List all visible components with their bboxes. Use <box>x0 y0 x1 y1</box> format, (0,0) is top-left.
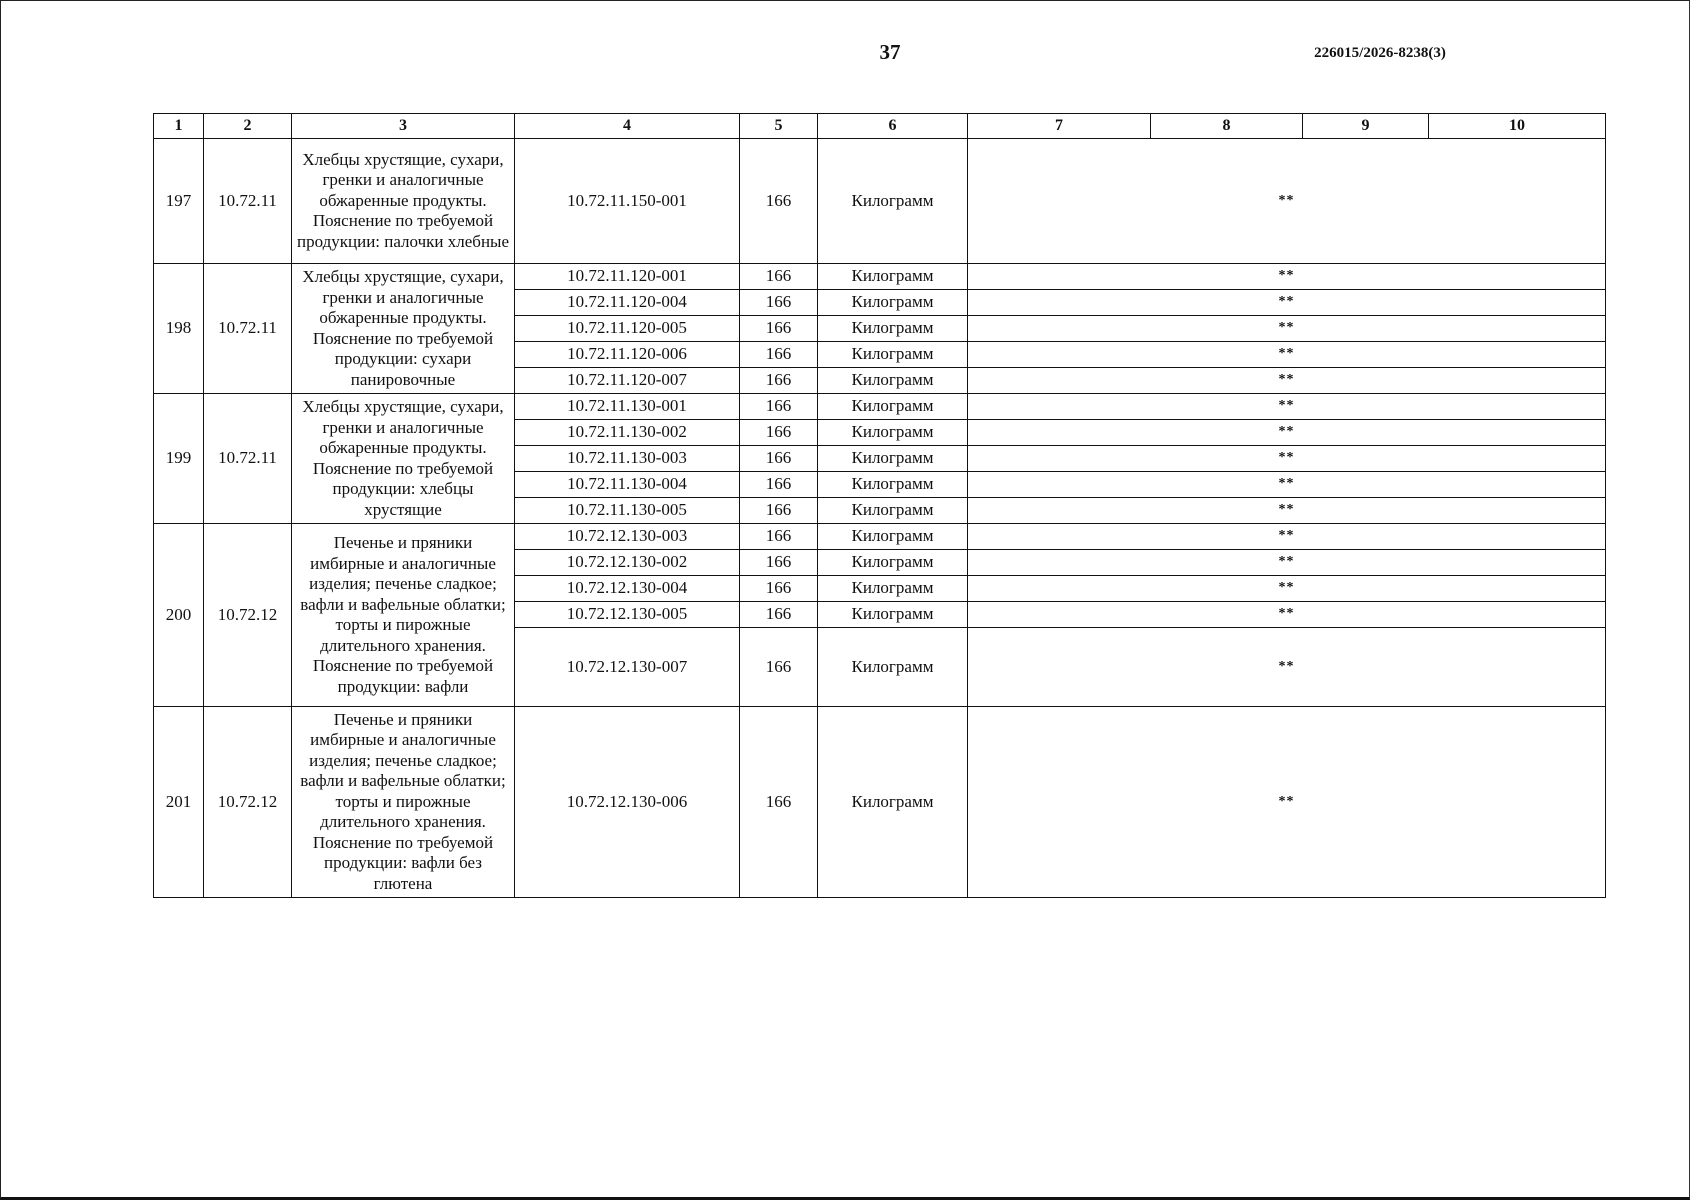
table-row <box>154 394 1606 420</box>
unit-name: Килограмм <box>818 368 968 394</box>
merged-mark: ** <box>968 342 1606 368</box>
unit-name: Килограмм <box>818 264 968 290</box>
merged-mark: ** <box>968 472 1606 498</box>
unit-name: Килограмм <box>818 316 968 342</box>
unit-name: Килограмм <box>818 290 968 316</box>
okpd-code: 10.72.11 <box>204 264 292 394</box>
unit-code: 166 <box>740 576 818 602</box>
column-header: 10 <box>1429 114 1606 139</box>
ktru-code: 10.72.12.130-005 <box>515 602 740 628</box>
unit-code: 166 <box>740 498 818 524</box>
table-row <box>154 707 1606 898</box>
unit-name: Килограмм <box>818 342 968 368</box>
unit-code: 166 <box>740 550 818 576</box>
merged-mark: ** <box>968 498 1606 524</box>
unit-name: Килограмм <box>818 472 968 498</box>
column-header: 2 <box>204 114 292 139</box>
registry-table <box>153 113 1606 898</box>
product-description: Печенье и пряники имбирные и аналогичные изделия; печенье сладкое; вафли и вафельные облатки; торты и пирожные длительного хранения. Пояснение по требуемой продукции: вафли <box>292 524 515 707</box>
merged-mark: ** <box>968 550 1606 576</box>
ktru-code: 10.72.11.130-005 <box>515 498 740 524</box>
page-number: 37 <box>879 40 901 64</box>
product-description: Хлебцы хрустящие, сухари, гренки и аналогичные обжаренные продукты. Пояснение по требуемой продукции: хлебцы хрустящие <box>292 394 515 524</box>
unit-name: Килограмм <box>818 498 968 524</box>
unit-code: 166 <box>740 602 818 628</box>
unit-name: Килограмм <box>818 550 968 576</box>
merged-mark: ** <box>968 446 1606 472</box>
ktru-code: 10.72.11.130-001 <box>515 394 740 420</box>
unit-name: Килограмм <box>818 602 968 628</box>
okpd-code: 10.72.11 <box>204 139 292 264</box>
unit-code: 166 <box>740 394 818 420</box>
row-number: 198 <box>154 264 204 394</box>
ktru-code: 10.72.12.130-006 <box>515 707 740 898</box>
table-row <box>154 139 1606 264</box>
merged-mark: ** <box>968 139 1606 264</box>
unit-code: 166 <box>740 264 818 290</box>
header-row <box>154 114 1606 139</box>
unit-code: 166 <box>740 139 818 264</box>
ktru-code: 10.72.11.120-005 <box>515 316 740 342</box>
okpd-code: 10.72.12 <box>204 707 292 898</box>
unit-code: 166 <box>740 342 818 368</box>
merged-mark: ** <box>968 368 1606 394</box>
column-header: 3 <box>292 114 515 139</box>
unit-name: Килограмм <box>818 576 968 602</box>
unit-code: 166 <box>740 524 818 550</box>
unit-name: Килограмм <box>818 524 968 550</box>
merged-mark: ** <box>968 394 1606 420</box>
unit-code: 166 <box>740 472 818 498</box>
unit-name: Килограмм <box>818 420 968 446</box>
column-header: 6 <box>818 114 968 139</box>
ktru-code: 10.72.12.130-003 <box>515 524 740 550</box>
table-row <box>154 524 1606 550</box>
unit-name: Килограмм <box>818 446 968 472</box>
merged-mark: ** <box>968 602 1606 628</box>
row-number: 201 <box>154 707 204 898</box>
column-header: 8 <box>1151 114 1303 139</box>
column-header: 1 <box>154 114 204 139</box>
column-header: 5 <box>740 114 818 139</box>
unit-code: 166 <box>740 446 818 472</box>
unit-code: 166 <box>740 420 818 446</box>
unit-name: Килограмм <box>818 139 968 264</box>
merged-mark: ** <box>968 576 1606 602</box>
ktru-code: 10.72.11.120-007 <box>515 368 740 394</box>
document-id: 226015/2026-8238(3) <box>1314 45 1446 61</box>
ktru-code: 10.72.12.130-002 <box>515 550 740 576</box>
row-number: 197 <box>154 139 204 264</box>
unit-name: Килограмм <box>818 707 968 898</box>
row-number: 200 <box>154 524 204 707</box>
unit-code: 166 <box>740 290 818 316</box>
column-header: 9 <box>1303 114 1429 139</box>
ktru-code: 10.72.11.130-003 <box>515 446 740 472</box>
merged-mark: ** <box>968 316 1606 342</box>
product-description: Хлебцы хрустящие, сухари, гренки и аналогичные обжаренные продукты. Пояснение по требуемой продукции: палочки хлебные <box>292 139 515 264</box>
ktru-code: 10.72.11.130-004 <box>515 472 740 498</box>
table-row <box>154 264 1606 290</box>
product-description: Печенье и пряники имбирные и аналогичные изделия; печенье сладкое; вафли и вафельные облатки; торты и пирожные длительного хранения. Пояснение по требуемой продукции: вафли без глютена <box>292 707 515 898</box>
unit-code: 166 <box>740 628 818 707</box>
ktru-code: 10.72.11.120-001 <box>515 264 740 290</box>
okpd-code: 10.72.11 <box>204 394 292 524</box>
merged-mark: ** <box>968 264 1606 290</box>
merged-mark: ** <box>968 628 1606 707</box>
unit-code: 166 <box>740 707 818 898</box>
merged-mark: ** <box>968 420 1606 446</box>
merged-mark: ** <box>968 290 1606 316</box>
ktru-code: 10.72.12.130-004 <box>515 576 740 602</box>
okpd-code: 10.72.12 <box>204 524 292 707</box>
column-header: 4 <box>515 114 740 139</box>
unit-code: 166 <box>740 316 818 342</box>
unit-name: Килограмм <box>818 394 968 420</box>
product-description: Хлебцы хрустящие, сухари, гренки и аналогичные обжаренные продукты. Пояснение по требуемой продукции: сухари панировочные <box>292 264 515 394</box>
ktru-code: 10.72.11.120-004 <box>515 290 740 316</box>
row-number: 199 <box>154 394 204 524</box>
ktru-code: 10.72.11.150-001 <box>515 139 740 264</box>
unit-name: Килограмм <box>818 628 968 707</box>
merged-mark: ** <box>968 524 1606 550</box>
ktru-code: 10.72.11.120-006 <box>515 342 740 368</box>
ktru-code: 10.72.11.130-002 <box>515 420 740 446</box>
column-header: 7 <box>968 114 1151 139</box>
merged-mark: ** <box>968 707 1606 898</box>
ktru-code: 10.72.12.130-007 <box>515 628 740 707</box>
unit-code: 166 <box>740 368 818 394</box>
